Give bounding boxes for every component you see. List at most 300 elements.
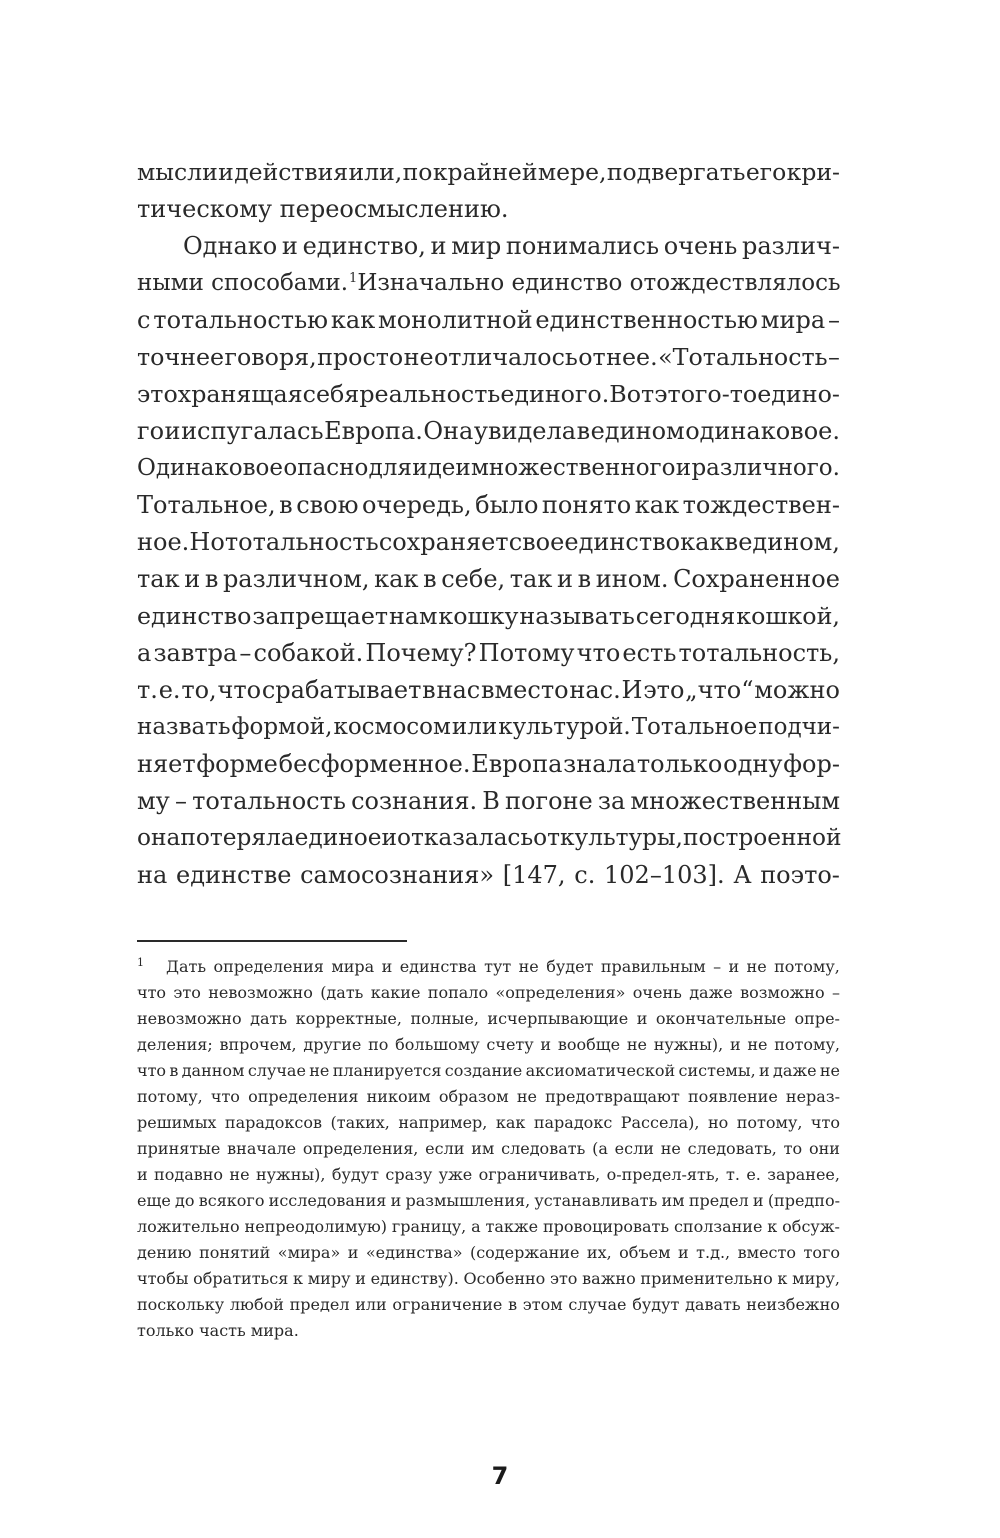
word: не — [746, 957, 767, 976]
word: едином, — [738, 528, 840, 556]
word: образом — [438, 1087, 509, 1106]
word: Она — [423, 417, 474, 445]
word: что — [137, 1061, 167, 1080]
word: «Тотальность — [658, 343, 828, 371]
word: их, — [586, 1243, 612, 1262]
word: счету — [486, 1035, 534, 1054]
word: и — [752, 1191, 764, 1210]
word: „что“ — [685, 676, 754, 704]
word: в — [577, 565, 592, 593]
word: Дать — [166, 957, 207, 976]
word: другие — [303, 1035, 362, 1054]
word: 102–103]. — [604, 861, 725, 889]
word: заранее, — [767, 1165, 840, 1184]
word: подчи- — [758, 714, 840, 740]
word: тотальность — [192, 787, 346, 815]
word: окончательные — [655, 1009, 787, 1028]
word: нужны), — [653, 1035, 724, 1054]
word: мир — [451, 232, 502, 260]
word: единственностью — [535, 306, 758, 334]
word: различном, — [222, 565, 370, 593]
word: не — [309, 1061, 330, 1080]
body-line — [137, 154, 840, 190]
word: к — [293, 1269, 304, 1288]
word: от — [578, 343, 606, 371]
word: Рассела), — [620, 1113, 700, 1132]
word: тотальность — [224, 528, 379, 556]
word: кошкой, — [736, 602, 840, 630]
word: дению — [137, 1243, 192, 1262]
word: размышления, — [405, 1191, 531, 1210]
word: т.д., — [696, 1243, 731, 1262]
body-line — [137, 561, 840, 597]
word: потому, — [736, 1113, 803, 1132]
word: можно — [754, 676, 840, 704]
word: парадокс — [533, 1113, 613, 1132]
word: т. — [137, 676, 158, 704]
word: миру — [307, 1269, 351, 1288]
word: будут — [632, 1295, 680, 1314]
word: устанавливать — [534, 1191, 658, 1210]
body-line — [137, 487, 840, 523]
word: не — [403, 343, 434, 371]
word: непреодолимую) — [244, 1217, 388, 1236]
word: дать — [250, 1009, 288, 1028]
word: полные, — [410, 1009, 479, 1028]
word: крайней — [432, 158, 538, 186]
word: увидела — [473, 417, 577, 445]
word: завтра — [153, 639, 238, 667]
word: мере, — [537, 158, 607, 186]
word: форме — [196, 750, 278, 778]
word: того — [803, 1243, 840, 1262]
word: для — [368, 455, 412, 481]
word: было — [475, 491, 539, 519]
word: сразу — [385, 1165, 433, 1184]
body-line-start: ными способами.$^1$ — [137, 270, 358, 296]
word: случае — [568, 1295, 627, 1314]
word: если — [614, 1139, 654, 1158]
word: аксиоматической — [525, 1061, 676, 1080]
word: (предпо- — [767, 1191, 840, 1210]
word: культурой. — [498, 714, 631, 740]
word: есть — [622, 639, 677, 667]
body-line — [137, 857, 840, 893]
body-line-end: Изначально единство отождествлялось — [357, 270, 841, 296]
word: культуры, — [559, 824, 683, 851]
word: предотвращают — [545, 1087, 680, 1106]
body-line — [183, 228, 840, 264]
footnote-line — [137, 1136, 840, 1162]
word: если — [425, 1139, 465, 1158]
word: поскольку — [137, 1295, 225, 1314]
word: и — [218, 158, 234, 186]
word: с. — [574, 861, 596, 889]
word: объем — [619, 1243, 671, 1262]
word: по — [368, 1035, 389, 1054]
word: как — [374, 565, 419, 593]
word: испугалась — [181, 417, 324, 445]
body-line — [137, 672, 840, 708]
word: появление — [687, 1087, 778, 1106]
word: построенной — [682, 824, 842, 851]
word: единство — [137, 602, 252, 630]
word: не — [819, 1061, 840, 1080]
word: а — [137, 639, 152, 667]
footnote-separator — [137, 940, 407, 942]
word: но — [707, 1113, 729, 1132]
word: предел — [688, 1191, 749, 1210]
word: Одинаковое — [137, 455, 284, 481]
word: очень — [663, 232, 738, 260]
word: уже — [438, 1165, 473, 1184]
word: кри- — [786, 158, 840, 186]
word: предел — [289, 1295, 350, 1314]
footnote-line — [166, 954, 840, 980]
word: потеряла — [180, 824, 295, 851]
word: монолитной — [378, 306, 533, 334]
word: что — [210, 1087, 240, 1106]
word: в — [576, 417, 591, 445]
word: и — [556, 565, 573, 593]
word: поэто- — [760, 861, 840, 889]
word: или, — [348, 158, 403, 186]
word: Почему? — [365, 639, 477, 667]
word: множественным — [630, 787, 840, 815]
footnote-line — [137, 1292, 840, 1318]
word: в — [204, 565, 219, 593]
word: идеи — [412, 455, 471, 481]
word: различ- — [742, 232, 840, 260]
word: по — [402, 158, 433, 186]
word: и — [381, 957, 393, 976]
body-line — [137, 302, 840, 338]
word: единого. — [500, 380, 610, 408]
word: исследования — [268, 1191, 387, 1210]
word: что — [217, 676, 262, 704]
word: провоцировать — [542, 1217, 670, 1236]
body-line — [137, 339, 840, 375]
word: и — [675, 455, 692, 481]
word: собакой. — [253, 639, 364, 667]
word: им — [661, 1191, 685, 1210]
word: с — [137, 306, 151, 334]
word: нас. — [569, 676, 621, 704]
word: от — [533, 824, 560, 851]
word: давать — [685, 1295, 741, 1314]
word: тотальность, — [678, 639, 840, 667]
word: понимались — [505, 232, 660, 260]
word: отказалась — [397, 824, 534, 851]
word: Тотальное — [631, 714, 758, 740]
word: в — [279, 491, 293, 519]
word: не — [229, 1165, 250, 1184]
word: подвергать — [606, 158, 746, 186]
word: вместо — [481, 676, 569, 704]
word: никоим — [366, 1087, 431, 1106]
word: в — [508, 1295, 518, 1314]
word: себя — [302, 380, 360, 408]
word: всякого — [198, 1191, 265, 1210]
word: системы, — [678, 1061, 756, 1080]
word: ложительно — [137, 1217, 240, 1236]
word: корректные, — [295, 1009, 402, 1028]
word: следовать, — [687, 1139, 777, 1158]
word: одинаковое. — [685, 417, 840, 445]
word: потому, — [774, 957, 840, 976]
word: так — [137, 565, 180, 593]
body-line — [137, 598, 840, 634]
word: даже — [772, 1061, 817, 1080]
word: за — [597, 787, 626, 815]
word: е. — [746, 1165, 761, 1184]
word: тотальностью — [153, 306, 329, 334]
word: определения — [248, 1087, 359, 1106]
word: миру, — [792, 1269, 840, 1288]
body-line — [137, 413, 840, 449]
word: этого-то — [654, 380, 758, 408]
word: им — [471, 1139, 495, 1158]
word: не — [518, 957, 539, 976]
word: свое — [508, 528, 565, 556]
word: в — [169, 1061, 179, 1080]
word: «мира» — [277, 1243, 341, 1262]
word: очень — [632, 983, 682, 1002]
word: это — [137, 380, 178, 408]
word: формой, — [231, 714, 333, 740]
word: создание — [444, 1061, 523, 1080]
word: только — [636, 750, 723, 778]
word: а — [471, 1217, 481, 1236]
word: какие — [370, 983, 421, 1002]
word: что — [137, 983, 167, 1002]
word: его — [745, 158, 787, 186]
word: Европа. — [324, 417, 423, 445]
word: до — [175, 1191, 195, 1210]
word: как — [495, 1113, 526, 1132]
word: Европа — [471, 750, 563, 778]
word: применительно — [640, 1269, 773, 1288]
word: чтобы — [137, 1269, 189, 1288]
word: и — [728, 957, 740, 976]
word: границу, — [391, 1217, 467, 1236]
word: этом — [522, 1295, 563, 1314]
word: Вот — [609, 380, 655, 408]
word: едином — [590, 417, 685, 445]
word: не — [516, 1087, 537, 1106]
word: деления; — [137, 1035, 213, 1054]
word: самосознания» — [300, 861, 495, 889]
footnote-line — [137, 1188, 840, 1214]
word: (содержание — [469, 1243, 580, 1262]
word: единства — [399, 957, 477, 976]
word: едино- — [757, 380, 840, 408]
word: Особенно — [463, 1269, 546, 1288]
word: еще — [137, 1191, 171, 1210]
word: тут — [484, 957, 512, 976]
word: знала — [563, 750, 637, 778]
word: на — [137, 861, 168, 889]
word: (дать — [320, 983, 364, 1002]
word: вначале — [227, 1139, 297, 1158]
word: и — [381, 824, 397, 851]
word: принятые — [137, 1139, 221, 1158]
footnote-line — [137, 1110, 840, 1136]
word: то, — [181, 676, 217, 704]
word: ное. — [137, 528, 190, 556]
word: впрочем, — [219, 1035, 297, 1054]
word: просто — [317, 343, 404, 371]
word: отличалось — [433, 343, 578, 371]
word: и — [430, 232, 447, 260]
word: и — [164, 417, 181, 445]
word: Но — [189, 528, 225, 556]
word: нужны), — [255, 1165, 326, 1184]
word: понято — [541, 491, 632, 519]
word: сегодня — [635, 602, 736, 630]
word: запрещает — [252, 602, 389, 630]
word: Однако — [183, 232, 278, 260]
word: случае — [247, 1061, 306, 1080]
word: себе, — [441, 565, 506, 593]
footnote-line — [137, 1032, 840, 1058]
word: она — [137, 824, 181, 851]
word: единство — [564, 528, 681, 556]
footnote-line — [137, 1266, 840, 1292]
word: (таких, — [330, 1113, 390, 1132]
word: например, — [398, 1113, 488, 1132]
word: и — [729, 1035, 741, 1054]
word: как — [634, 491, 680, 519]
word: Сохраненное — [673, 565, 840, 593]
word: В — [482, 787, 500, 815]
word: определения, — [302, 1139, 419, 1158]
word: сохраняет — [378, 528, 509, 556]
word: – — [239, 639, 252, 667]
word: ограничение — [392, 1295, 503, 1314]
word: о-предел-ять, — [606, 1165, 720, 1184]
word: сознания. — [351, 787, 478, 815]
word: будут — [331, 1165, 380, 1184]
word: няет — [137, 750, 196, 778]
word: тождествен- — [682, 491, 840, 519]
word: и — [355, 1269, 366, 1288]
word: нам — [388, 602, 438, 630]
word: говоря, — [224, 343, 317, 371]
word: подавно — [154, 1165, 224, 1184]
word: му — [137, 787, 170, 815]
word: действия — [234, 158, 349, 186]
word: в — [422, 676, 436, 704]
word: и — [281, 232, 298, 260]
word: Тотальное, — [137, 491, 276, 519]
word: парадоксов — [224, 1113, 322, 1132]
word: нее. — [606, 343, 658, 371]
word: в — [423, 565, 437, 593]
word: «определения» — [495, 983, 626, 1002]
word: единстве — [176, 861, 292, 889]
word: го — [137, 417, 165, 445]
word: и — [540, 1035, 552, 1054]
footnote-marker[interactable]: 1 — [349, 271, 358, 286]
body-line — [137, 450, 840, 486]
word: потому, — [137, 1087, 203, 1106]
word: называть — [519, 602, 635, 630]
word: попало — [427, 983, 489, 1002]
word: «единства» — [365, 1243, 463, 1262]
footnote-line — [137, 1006, 840, 1032]
word: ограничивать, — [478, 1165, 601, 1184]
word: потому, — [774, 1035, 840, 1054]
word: это — [549, 1269, 578, 1288]
word: единству). — [370, 1269, 459, 1288]
word: они — [808, 1139, 840, 1158]
footnote-line: только часть мира. — [137, 1321, 299, 1340]
footnote-line — [137, 1084, 840, 1110]
footnote-number: 1 — [137, 956, 144, 969]
word: к — [767, 1217, 778, 1236]
footnote-line — [137, 1214, 840, 1240]
word: важно — [582, 1269, 636, 1288]
word: е. — [158, 676, 181, 704]
word: не — [626, 1035, 647, 1054]
word: вообще — [557, 1035, 621, 1054]
word: И — [621, 676, 643, 704]
word: правильным — [600, 957, 706, 976]
word: Потому — [478, 639, 575, 667]
word: вместо — [737, 1243, 796, 1262]
word: планируется — [332, 1061, 442, 1080]
word: очередь, — [362, 491, 472, 519]
word: и — [137, 1165, 148, 1184]
word: множественного — [471, 455, 676, 481]
word: понятий — [199, 1243, 271, 1262]
word: единое — [294, 824, 382, 851]
word: назвать — [137, 714, 231, 740]
body-line: тическому переосмыслению. — [137, 195, 509, 223]
word: и — [184, 565, 201, 593]
footnote-line — [137, 980, 840, 1006]
word: даже — [689, 983, 733, 1002]
word: так — [509, 565, 553, 593]
word: [147, — [502, 861, 566, 889]
word: или — [451, 714, 498, 740]
word: как — [680, 528, 725, 556]
body-line — [137, 635, 840, 671]
word: нас — [436, 676, 481, 704]
word: или — [355, 1295, 387, 1314]
word: будет — [546, 957, 594, 976]
word: опасно — [283, 455, 369, 481]
word: что — [576, 639, 621, 667]
word: любой — [229, 1295, 284, 1314]
word: мира — [331, 957, 375, 976]
body-line — [137, 709, 840, 745]
word: различного. — [691, 455, 840, 481]
word: – — [828, 343, 840, 371]
word: невозможно — [137, 1009, 242, 1028]
word: – — [831, 983, 840, 1002]
word: решимых — [137, 1113, 217, 1132]
page-number: 7 — [491, 1462, 509, 1490]
word: точнее — [137, 343, 225, 371]
word: погоне — [505, 787, 593, 815]
body-line — [137, 746, 840, 782]
word: это — [643, 676, 685, 704]
word: большому — [395, 1035, 480, 1054]
word: бесформенное. — [278, 750, 471, 778]
word: и — [678, 1243, 689, 1262]
